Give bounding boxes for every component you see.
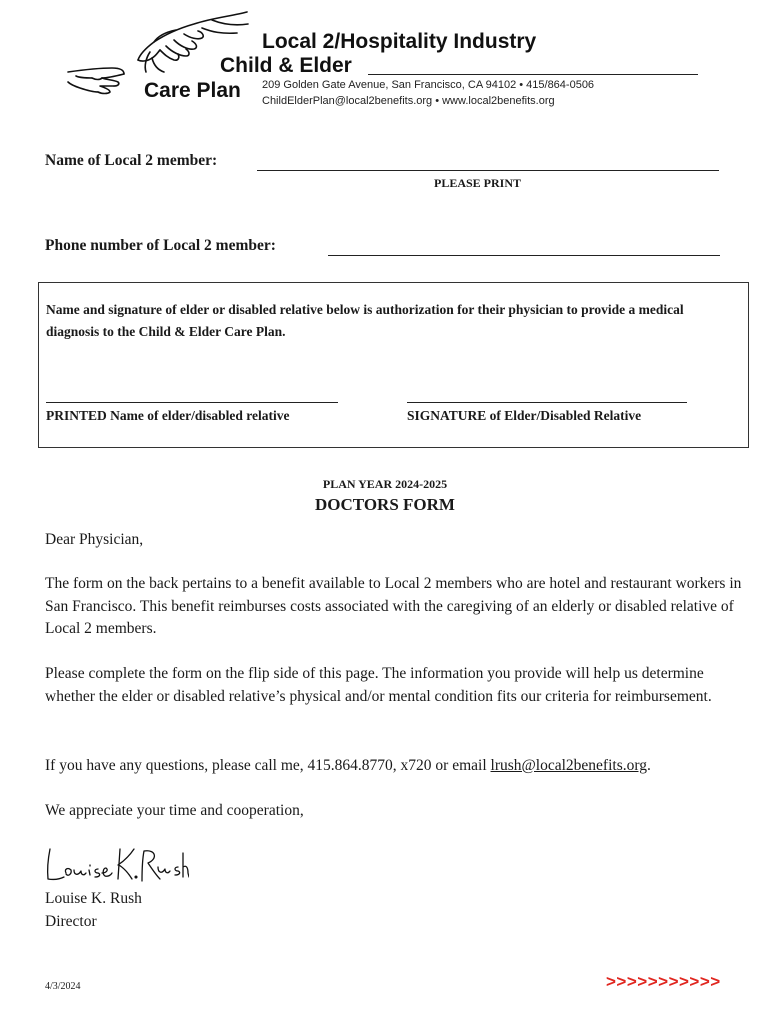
please-print-note: PLEASE PRINT bbox=[434, 176, 522, 190]
org-contact: ChildElderPlan@local2benefits.org • www.local2benefits.org bbox=[262, 95, 555, 107]
relative-signature-field[interactable] bbox=[407, 402, 687, 403]
org-subtitle-care-plan: Care Plan bbox=[144, 79, 241, 102]
member-name-label: Name of Local 2 member: bbox=[45, 152, 218, 169]
authorization-text: Name and signature of elder or disabled relative below is authorization for their physician to provide a medical diagnosis to the Child & Elder Care Plan. bbox=[46, 302, 684, 339]
questions-text: If you have any questions, please call me, 415.864.8770, x720 or email bbox=[45, 757, 491, 774]
letter-closing: We appreciate your time and cooperation, bbox=[45, 802, 304, 819]
letter-salutation: Dear Physician, bbox=[45, 531, 144, 548]
org-subtitle-child-elder: Child & Elder bbox=[220, 54, 352, 77]
member-phone-label: Phone number of Local 2 member: bbox=[45, 237, 276, 254]
letter-paragraph-1: The form on the back pertains to a benefit available to Local 2 members who are hotel and restaurant workers in San Francisco. This benefit reimburses costs associated with the caregiving of an elderly or disabled relative of Local 2 members. bbox=[45, 575, 742, 637]
handwritten-signature-icon bbox=[44, 843, 189, 885]
next-page-arrows[interactable]: >>>>>>>>>>> bbox=[606, 972, 721, 991]
signer-name: Louise K. Rush bbox=[45, 890, 142, 907]
member-name-field[interactable] bbox=[257, 170, 719, 171]
plan-year: PLAN YEAR 2024-2025 bbox=[322, 477, 448, 491]
questions-end: . bbox=[647, 757, 651, 774]
org-name: Local 2/Hospitality Industry bbox=[262, 30, 537, 53]
printed-name-field[interactable] bbox=[46, 402, 338, 403]
member-phone-field[interactable] bbox=[328, 255, 720, 256]
form-title: DOCTORS FORM bbox=[315, 495, 455, 514]
header-rule bbox=[368, 74, 698, 75]
footer-date: 4/3/2024 bbox=[45, 981, 81, 992]
letter-questions bbox=[45, 755, 745, 778]
relative-signature-label: SIGNATURE of Elder/Disabled Relative bbox=[407, 408, 642, 423]
signer-title: Director bbox=[45, 913, 97, 930]
org-address: 209 Golden Gate Avenue, San Francisco, CA 94102 • 415/864-0506 bbox=[262, 79, 595, 91]
printed-name-label: PRINTED Name of elder/disabled relative bbox=[46, 408, 290, 423]
letter-paragraph-2: Please complete the form on the flip side of this page. The information you provide will help us determine whether the elder or disabled relative’s physical and/or mental condition fits our criteria for reimbursement. bbox=[45, 665, 712, 705]
contact-email-link[interactable]: lrush@local2benefits.org bbox=[490, 757, 647, 774]
